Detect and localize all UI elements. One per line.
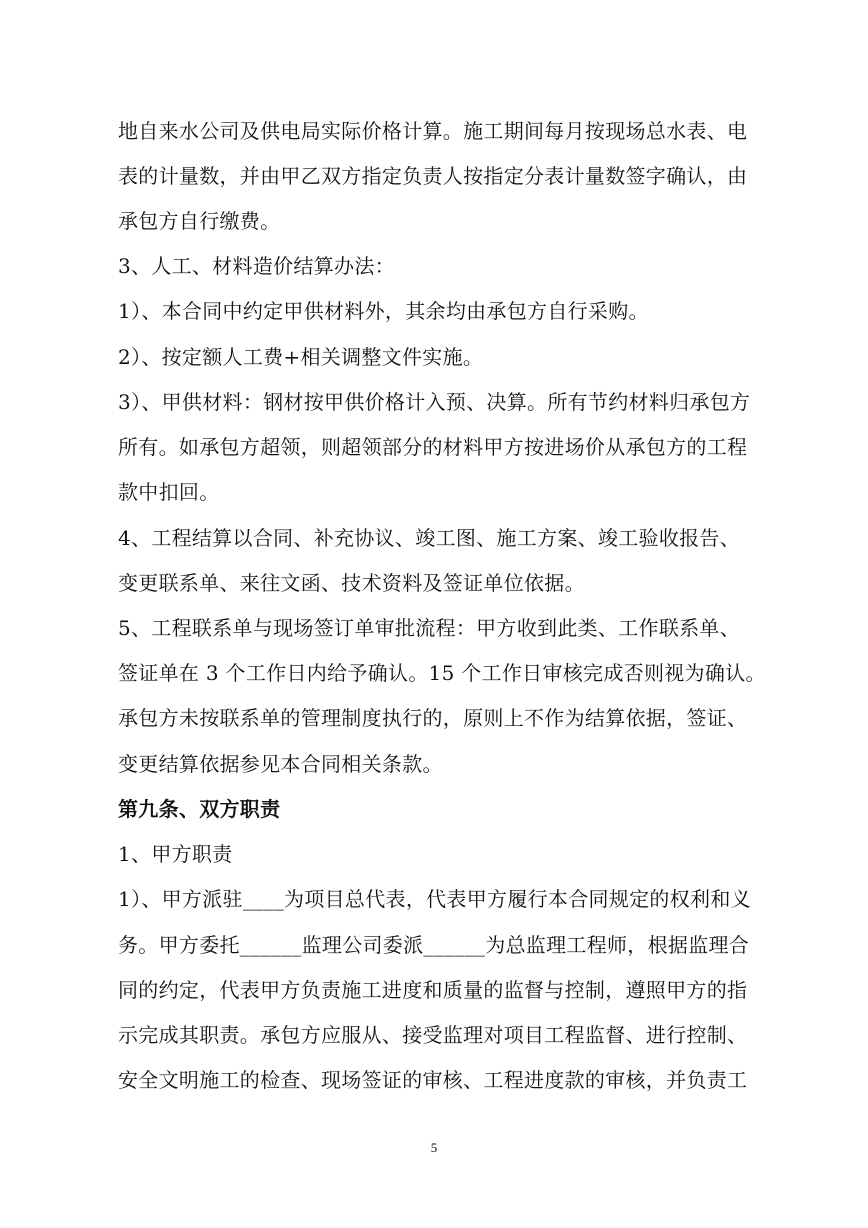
text-line: 安全文明施工的检查、现场签证的审核、工程进度款的审核，并负责工 [118,1068,748,1092]
text-line: 所有。如承包方超领，则超领部分的材料甲方按进场价从承包方的工程 [118,435,748,459]
text-line: 务。甲方委托______监理公司委派______为总监理工程师，根据监理合 [118,933,750,957]
text-line: 3）、甲供材料：钢材按甲供价格计入预、决算。所有节约材料归承包方 [118,390,751,414]
text-line: 承包方未按联系单的管理制度执行的，原则上不作为结算依据，签证、 [118,706,748,730]
text-line: 1）、甲方派驻____为项目总代表，代表甲方履行本合同规定的权利和义 [118,887,751,911]
text-line: 1）、本合同中约定甲供材料外，其余均由承包方自行采购。 [118,299,649,323]
text-line: 地自来水公司及供电局实际价格计算。施工期间每月按现场总水表、电 [118,119,748,143]
section-heading: 第九条、双方职责 [118,797,281,821]
text-line: 同的约定，代表甲方负责施工进度和质量的监督与控制，遵照甲方的指 [118,978,748,1002]
text-line: 3、人工、材料造价结算办法： [118,254,395,278]
text-line: 款中扣回。 [118,480,220,504]
text-line: 5、工程联系单与现场签订单审批流程：甲方收到此类、工作联系单、 [118,616,741,640]
text-line: 签证单在 3 个工作日内给予确认。15 个工作日审核完成否则视为确认。 [118,661,766,685]
text-line: 变更联系单、来往文函、技术资料及签证单位依据。 [118,571,585,595]
text-line: 表的计量数，并由甲乙双方指定负责人按指定分表计量数签字确认，由 [118,164,748,188]
text-line: 示完成其职责。承包方应服从、接受监理对项目工程监督、进行控制、 [118,1023,748,1047]
page-number: 5 [430,1140,438,1155]
text-line: 承包方自行缴费。 [118,209,281,233]
text-line: 1、甲方职责 [118,842,233,866]
text-line: 变更结算依据参见本合同相关条款。 [118,752,443,776]
text-line: 2）、按定额人工费+相关调整文件实施。 [118,345,484,369]
text-line: 4、工程结算以合同、补充协议、竣工图、施工方案、竣工验收报告、 [118,526,741,550]
